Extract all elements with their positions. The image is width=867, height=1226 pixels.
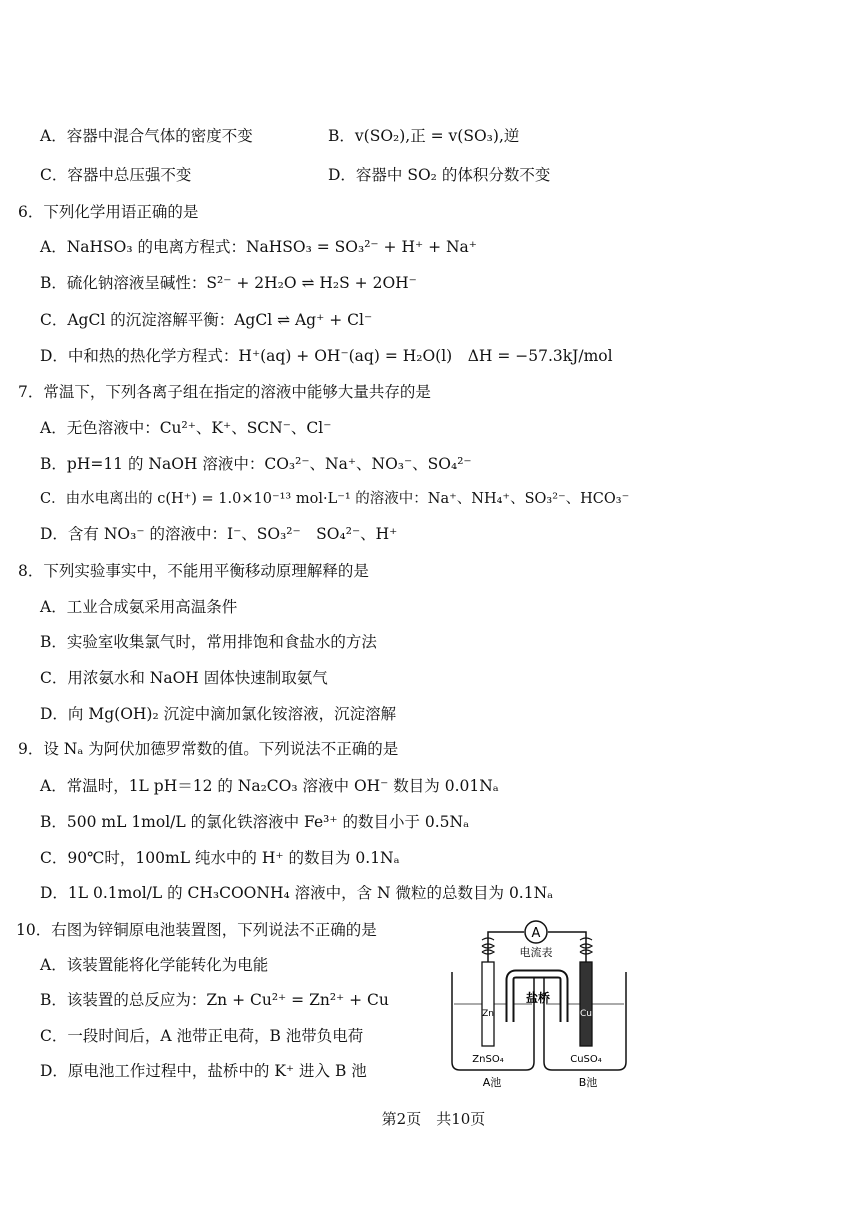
- zinc-label: Zn: [482, 1009, 494, 1019]
- q9-option-b: B．500 mL 1mol/L 的氯化铁溶液中 Fe³⁺ 的数目小于 0.5Nₐ: [40, 813, 470, 831]
- q9-option-a: A．常温时，1L pH＝12 的 Na₂CO₃ 溶液中 OH⁻ 数目为 0.01Nₐ: [40, 777, 499, 795]
- q6-option-c: C．AgCl 的沉淀溶解平衡：AgCl ⇌ Ag⁺ + Cl⁻: [40, 311, 373, 329]
- right-wire: [548, 932, 586, 962]
- q5-option-a: A．容器中混合气体的密度不变: [40, 127, 253, 145]
- q7-option-b: B．pH=11 的 NaOH 溶液中：CO₃²⁻、Na⁺、NO₃⁻、SO₄²⁻: [40, 455, 472, 473]
- zinc-electrode: [482, 962, 494, 1046]
- q10-option-b: B．该装置的总反应为：Zn + Cu²⁺ = Zn²⁺ + Cu: [40, 991, 389, 1009]
- q10-option-c: C．一段时间后，A 池带正电荷，B 池带负电荷: [40, 1027, 364, 1045]
- q8-option-a: A．工业合成氨采用高温条件: [40, 598, 238, 616]
- q7-stem: 7．常温下，下列各离子组在指定的溶液中能够大量共存的是: [18, 383, 431, 401]
- q9-option-d: D．1L 0.1mol/L 的 CH₃COONH₄ 溶液中，含 N 微粒的总数目为 0.1Nₐ: [40, 884, 554, 902]
- q10-stem: 10．右图为锌铜原电池装置图，下列说法不正确的是: [16, 921, 377, 939]
- galvanic-cell-diagram: [438, 912, 638, 1092]
- copper-electrode: [580, 962, 592, 1046]
- q9-stem: 9．设 Nₐ 为阿伏加德罗常数的值。下列说法不正确的是: [18, 740, 399, 758]
- ammeter-symbol: A: [531, 926, 541, 941]
- copper-label: Cu: [580, 1009, 592, 1019]
- q8-option-d: D．向 Mg(OH)₂ 沉淀中滴加氯化铵溶液，沉淀溶解: [40, 705, 397, 723]
- q7-option-a: A．无色溶液中：Cu²⁺、K⁺、SCN⁻、Cl⁻: [40, 419, 332, 437]
- ammeter-label: 电流表: [519, 946, 553, 959]
- q5-option-b: B．v(SO₂),正 = v(SO₃),逆: [328, 127, 520, 145]
- salt-bridge-label: 盐桥: [525, 991, 551, 1005]
- q10-option-d: D．原电池工作过程中，盐桥中的 K⁺ 进入 B 池: [40, 1062, 367, 1080]
- cell-b-label: B池: [578, 1076, 598, 1089]
- right-solution-label: CuSO₄: [570, 1054, 602, 1065]
- q7-option-c: C．由水电离出的 c(H⁺) = 1.0×10⁻¹³ mol·L⁻¹ 的溶液中：Na⁺、NH₄⁺、SO₃²⁻、HCO₃⁻: [40, 491, 630, 507]
- q8-option-c: C．用浓氨水和 NaOH 固体快速制取氨气: [40, 669, 328, 687]
- q8-stem: 8．下列实验事实中，不能用平衡移动原理解释的是: [18, 562, 369, 580]
- cell-a-label: A池: [482, 1076, 502, 1089]
- q6-stem: 6．下列化学用语正确的是: [18, 203, 199, 221]
- q6-option-b: B．硫化钠溶液呈碱性：S²⁻ + 2H₂O ⇌ H₂S + 2OH⁻: [40, 274, 417, 292]
- q6-option-d: D．中和热的热化学方程式：H⁺(aq) + OH⁻(aq) = H₂O(l) ΔH = −57.3kJ/mol: [40, 347, 613, 365]
- q10-option-a: A．该装置能将化学能转化为电能: [40, 956, 269, 974]
- page-footer: 第2页 共10页: [381, 1110, 486, 1128]
- q9-option-c: C．90℃时，100mL 纯水中的 H⁺ 的数目为 0.1Nₐ: [40, 849, 400, 867]
- q5-option-c: C．容器中总压强不变: [40, 166, 192, 184]
- q5-option-d: D．容器中 SO₂ 的体积分数不变: [328, 166, 551, 184]
- q7-option-d: D．含有 NO₃⁻ 的溶液中：I⁻、SO₃²⁻ SO₄²⁻、H⁺: [40, 525, 398, 543]
- q8-option-b: B．实验室收集氯气时，常用排饱和食盐水的方法: [40, 633, 377, 651]
- left-solution-label: ZnSO₄: [472, 1054, 504, 1065]
- q6-option-a: A．NaHSO₃ 的电离方程式：NaHSO₃ = SO₃²⁻ + H⁺ + Na⁺: [40, 238, 477, 256]
